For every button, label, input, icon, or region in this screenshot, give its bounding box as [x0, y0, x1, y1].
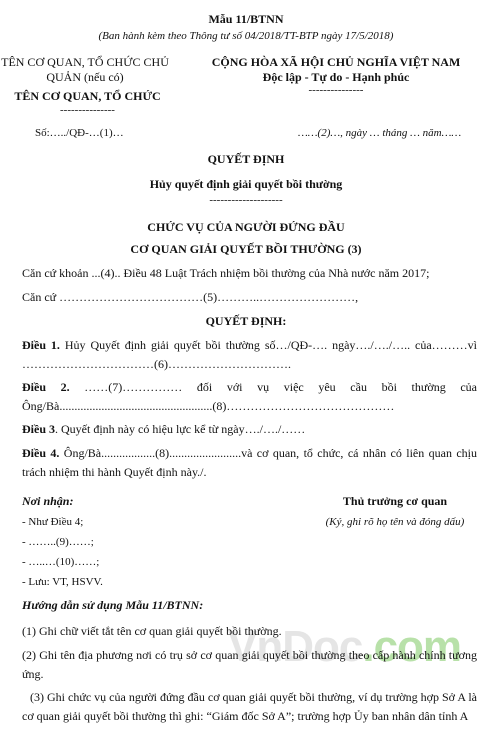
legal-basis-2: Căn cứ ………………………………(5)………..……………………, [22, 290, 359, 304]
legal-basis-1: Căn cứ khoản ...(4).. Điều 48 Luật Trách nhiệm bồi thường của Nhà nước năm 2017; [22, 266, 430, 280]
right-header-rule: --------------- [308, 84, 364, 96]
guide-item-1: (1) Ghi chữ viết tắt tên cơ quan giải quyết bồi thường. [22, 624, 282, 638]
signature-note: (Ký, ghi rõ họ tên và đóng dấu) [325, 516, 465, 528]
article-2-label: Điều 2. [22, 380, 70, 394]
article-4-label: Điều 4. [22, 446, 60, 460]
article-3-text: . Quyết định này có hiệu lực kể từ ngày…./…./…… [55, 422, 306, 436]
watermark-main: VnDoc [228, 622, 363, 671]
article-3 [22, 420, 477, 439]
guide-item-3: (3) Ghi chức vụ của người đứng đầu cơ quan giải quyết bồi thường, ví dụ trường hợp Sở A là cơ quan giải quyết bồi thường thì ghi: “Giám đốc Sở A”; trường hợp Ủy ban nhân dân tỉnh A [22, 690, 477, 723]
article-1-text: Hủy Quyết định giải quyết bồi thường số…/QĐ-…. ngày…./…./….. của………vì ……………………………(6)…………………………. [22, 338, 478, 371]
authority-line2: CƠ QUAN GIẢI QUYẾT BỒI THƯỜNG (3) [130, 242, 362, 256]
article-4-text: Ông/Bà..................(8)........................và cơ quan, tổ chức, cá nhân có liên quan chịu trách nhiệm thi hành Quyết định này./. [22, 446, 478, 479]
decision-heading: QUYẾT ĐỊNH: [205, 314, 287, 328]
authority-line1: CHỨC VỤ CỦA NGƯỜI ĐỨNG ĐẦU [147, 220, 345, 234]
place-and-date: ……(2)…, ngày … tháng … năm…… [298, 127, 462, 139]
recipient-item: - Lưu: VT, HSVV. [22, 576, 103, 588]
left-header-rule: --------------- [60, 104, 115, 116]
document-title: QUYẾT ĐỊNH [207, 152, 285, 166]
recipient-item: - …..…(10)……; [22, 556, 100, 568]
nation-name: CỘNG HÒA XÃ HỘI CHỦ NGHĨA VIỆT NAM [211, 55, 461, 69]
watermark-suffix: .com [362, 622, 462, 671]
article-3-label: Điều 3 [22, 422, 55, 436]
document-subtitle: Hủy quyết định giải quyết bồi thường [149, 177, 343, 191]
guide-item-2: (2) Ghi tên địa phương nơi có trụ sở cơ quan giải quyết bồi thường theo cấp hành chính tương ứng. [22, 648, 477, 681]
article-1 [22, 336, 477, 374]
signature-title: Thủ trưởng cơ quan [342, 494, 448, 508]
article-4 [22, 444, 477, 482]
parent-agency-line1: TÊN CƠ QUAN, TỔ CHỨC CHỦ [1, 55, 169, 69]
article-2 [22, 378, 477, 416]
article-2-text: ……(7)…………… đối với vụ việc yêu cầu bồi thường của Ông/Bà...................................................(8)…………………………………… [22, 380, 478, 413]
guide-heading: Hướng dẫn sử dụng Mẫu 11/BTNN: [22, 598, 204, 612]
document-number: Số:…../QĐ-…(1)… [35, 127, 124, 139]
issued-note: (Ban hành kèm theo Thông tư số 04/2018/TT-BTP ngày 17/5/2018) [98, 30, 394, 42]
parent-agency-line2: QUẢN (nếu có) [46, 70, 124, 84]
recipient-item: - Như Điều 4; [22, 516, 84, 528]
recipient-item: - ……..(9)……; [22, 536, 94, 548]
national-motto: Độc lập - Tự do - Hạnh phúc [262, 70, 410, 84]
agency-name: TÊN CƠ QUAN, TỔ CHỨC [14, 89, 161, 103]
title-rule: -------------------- [209, 194, 283, 206]
form-code: Mẫu 11/BTNN [208, 12, 284, 26]
recipients-heading: Nơi nhận: [22, 494, 74, 508]
article-1-label: Điều 1. [22, 338, 60, 352]
